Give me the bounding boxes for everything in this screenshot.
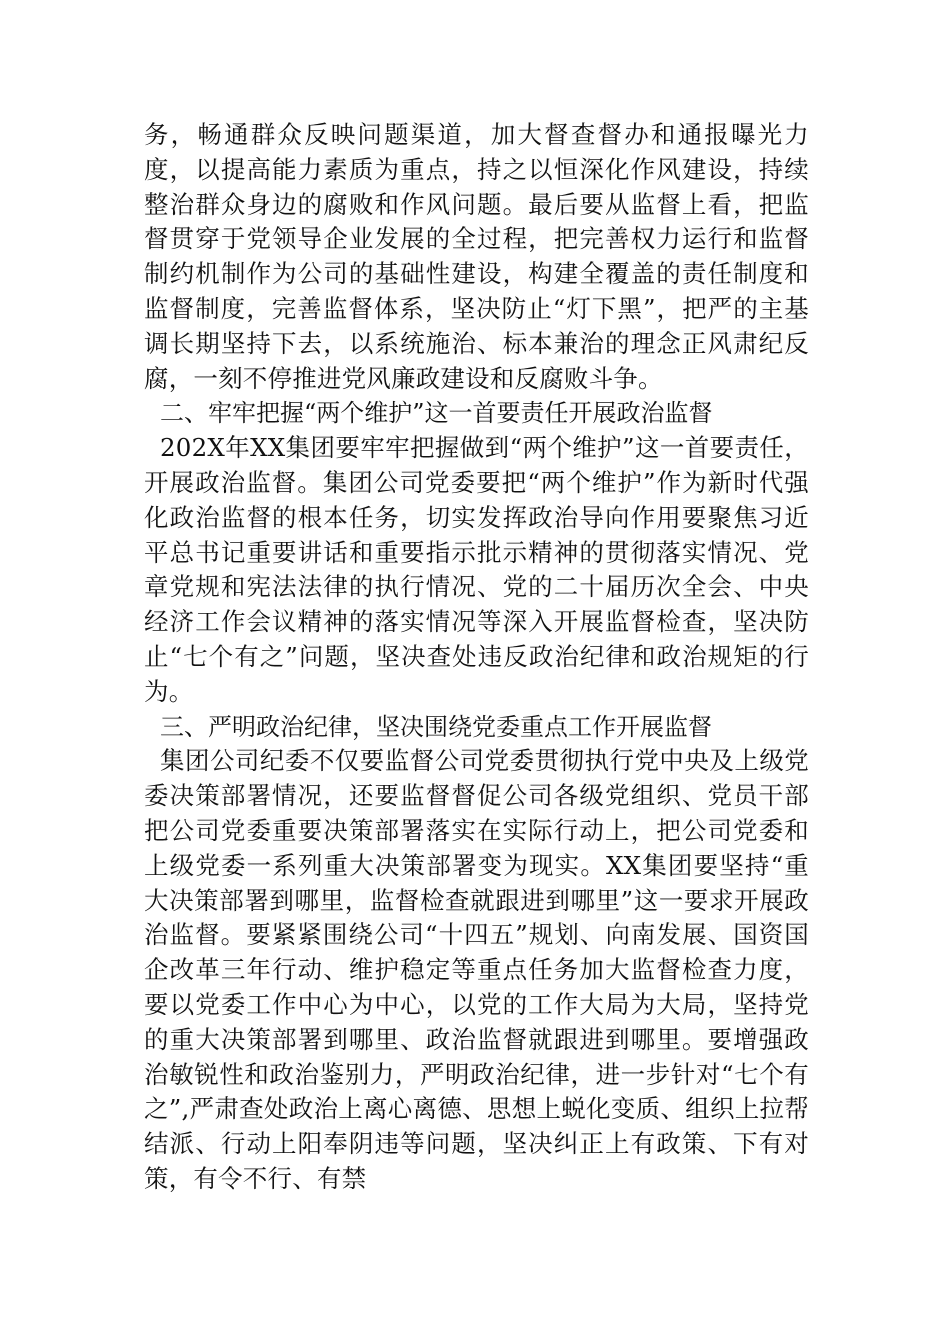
document-body bbox=[144, 118, 809, 1197]
paragraph-section-2: 202X年XX集团要牢牢把握做到“两个维护”这一首要责任，开展政治监督。集团公司党委要把“两个维护”作为新时代强化政治监督的根本任务，切实发挥政治导向作用要聚焦习近平总书记重要讲话和重要指示批示精神的贯彻落实情况、党章党规和宪法法律的执行情况、党的二十届历次全会、中央经济工作会议精神的落实情况等深入开展监督检查，坚决防止“七个有之”问题，坚决查处违反政治纪律和政治规矩的行为。 bbox=[144, 433, 809, 706]
section-heading-3: 三、严明政治纪律，坚决围绕党委重点工作开展监督 bbox=[160, 712, 712, 741]
paragraph-continuation: 务，畅通群众反映问题渠道，加大督查督办和通报曝光力度，以提高能力素质为重点，持之以恒深化作风建设，持续整治群众身边的腐败和作风问题。最后要从监督上看，把监督贯穿于党领导企业发展的全过程，把完善权力运行和监督制约机制作为公司的基础性建设，构建全覆盖的责任制度和监督制度，完善监督体系，坚决防止“灯下黑”，把严的主基调长期坚持下去，以系统施治、标本兼治的理念正风肃纪反腐，一刻不停推进党风廉政建设和反腐败斗争。 bbox=[144, 120, 809, 393]
paragraph-section-3: 集团公司纪委不仅要监督公司党委贯彻执行党中央及上级党委决策部署情况，还要监督督促公司各级党组织、党员干部把公司党委重要决策部署落实在实际行动上，把公司党委和上级党委一系列重大决策部署变为现实。XX集团要坚持“重大决策部署到哪里，监督检查就跟进到哪里”这一要求开展政治监督。要紧紧围绕公司“十四五”规划、向南发展、国资国企改革三年行动、维护稳定等重点任务加大监督检查力度，要以党委工作中心为中心，以党的工作大局为大局，坚持党的重大决策部署到哪里、政治监督就跟进到哪里。要增强政治敏锐性和政治鉴别力，严明政治纪律，进一步针对“七个有之”,严肃查处政治上离心离德、思想上蜕化变质、组织上拉帮结派、行动上阳奉阴违等问题，坚决纠正上有政策、下有对策，有令不行、有禁 bbox=[144, 746, 809, 1193]
section-heading-2: 二、牢牢把握“两个维护”这一首要责任开展政治监督 bbox=[160, 399, 713, 428]
